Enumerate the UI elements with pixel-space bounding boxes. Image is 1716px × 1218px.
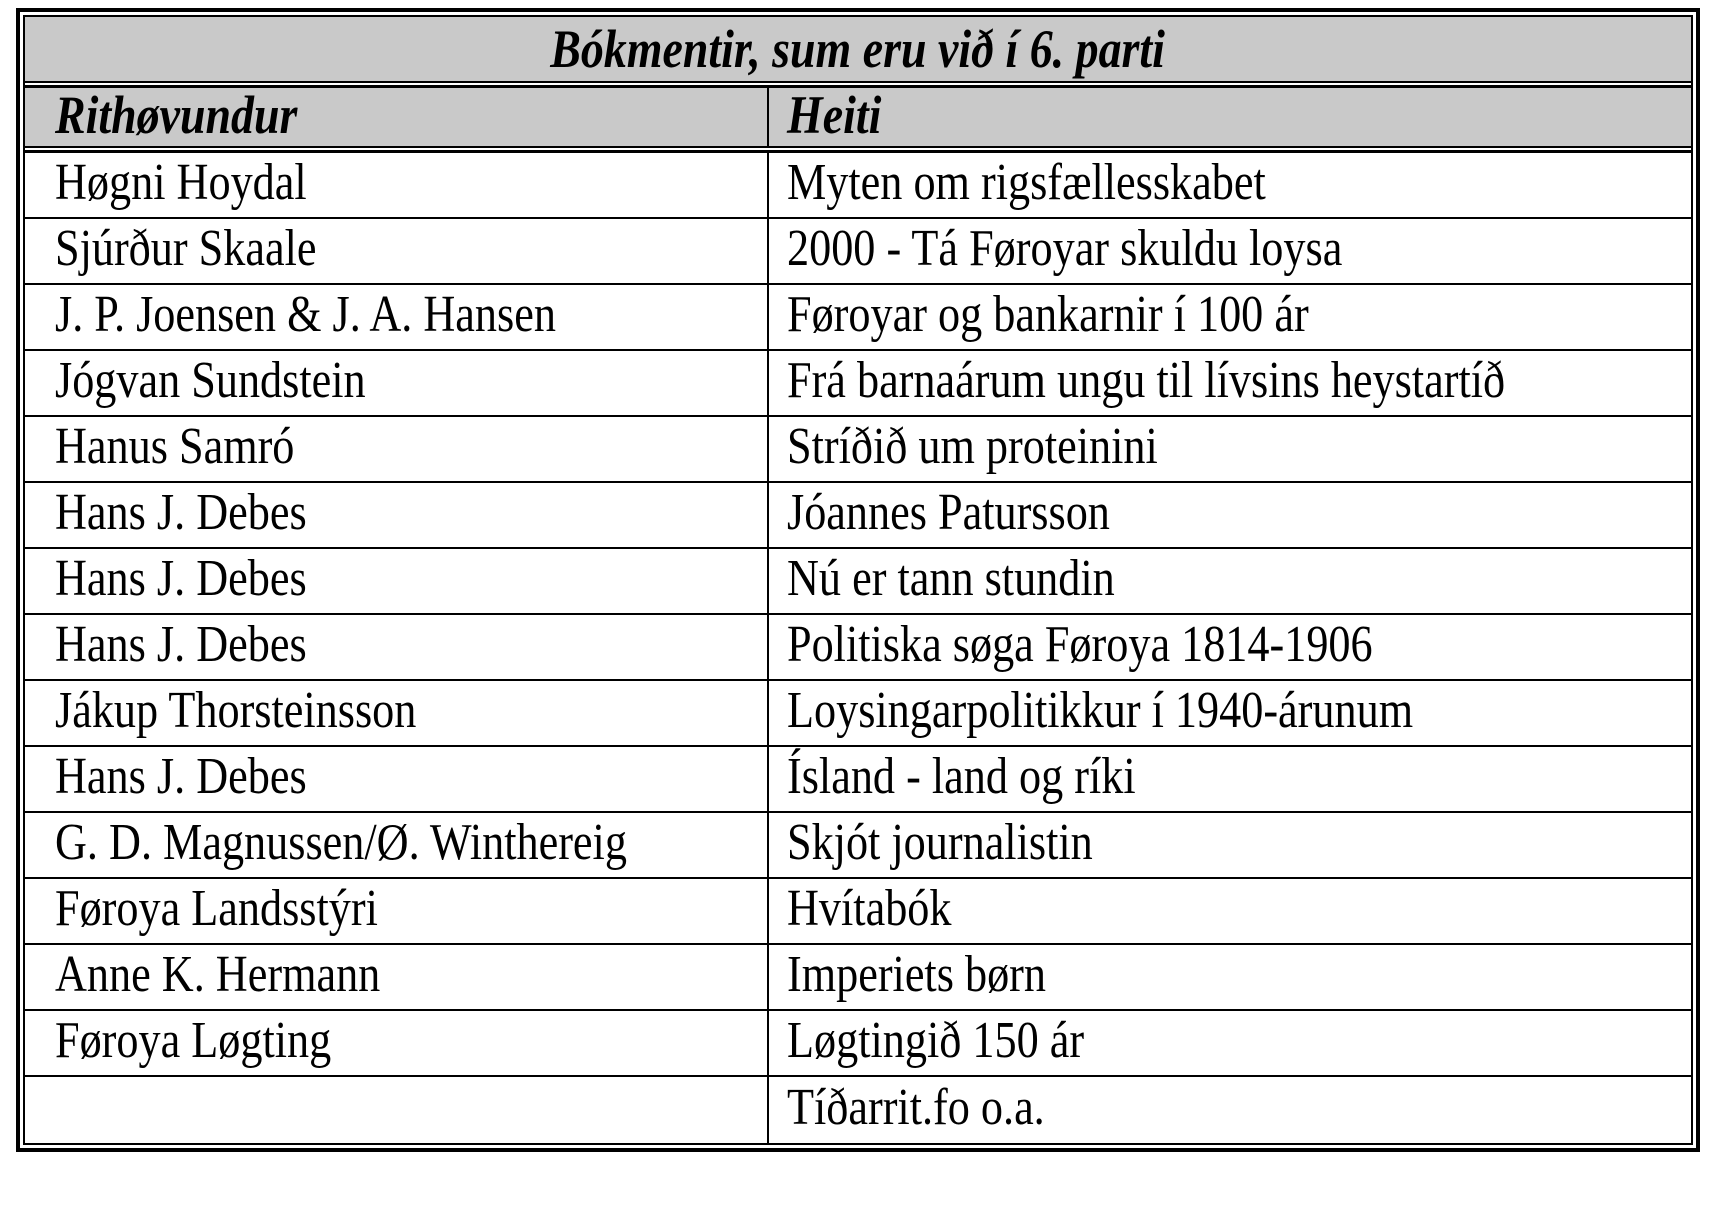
author-cell: Føroya Løgting <box>55 1012 332 1069</box>
column-header-title <box>769 88 1691 146</box>
author-cell-wrap <box>25 813 769 877</box>
title-cell: Nú er tann stundin <box>787 550 1115 607</box>
author-cell: G. D. Magnussen/Ø. Winthereig <box>55 814 627 871</box>
table-row <box>25 945 1691 1011</box>
table-row <box>25 483 1691 549</box>
table-row <box>25 285 1691 351</box>
author-cell-wrap <box>25 285 769 349</box>
author-cell: Hans J. Debes <box>55 748 307 805</box>
author-cell-wrap <box>25 879 769 943</box>
author-cell: Jákup Thorsteinsson <box>55 682 417 739</box>
title-cell-wrap <box>769 549 1691 613</box>
author-cell-wrap <box>25 1011 769 1075</box>
table-row <box>25 879 1691 945</box>
author-cell-wrap <box>25 945 769 1009</box>
header-body-divider <box>25 146 1691 153</box>
table-title-row <box>25 17 1691 81</box>
table-row <box>25 747 1691 813</box>
title-cell-wrap <box>769 945 1691 1009</box>
title-cell-wrap <box>769 483 1691 547</box>
author-cell: Jógvan Sundstein <box>55 352 366 409</box>
author-cell: Hans J. Debes <box>55 550 307 607</box>
title-cell-wrap <box>769 681 1691 745</box>
title-cell: Frá barnaárum ungu til lívsins heystartíð <box>787 352 1506 409</box>
author-cell-wrap <box>25 219 769 283</box>
table-row <box>25 1011 1691 1077</box>
title-cell-wrap <box>769 153 1691 217</box>
title-cell: Myten om rigsfællesskabet <box>787 154 1266 211</box>
title-cell: Skjót journalistin <box>787 814 1093 871</box>
title-cell-wrap <box>769 1077 1691 1143</box>
title-cell: 2000 - Tá Føroyar skuldu loysa <box>787 220 1343 277</box>
title-cell: Loysingarpolitikkur í 1940-árunum <box>787 682 1414 739</box>
author-cell-wrap <box>25 615 769 679</box>
author-cell: Anne K. Hermann <box>55 946 381 1003</box>
table-row <box>25 615 1691 681</box>
author-cell-wrap <box>25 417 769 481</box>
author-cell: Høgni Hoydal <box>55 154 307 211</box>
title-cell-wrap <box>769 1011 1691 1075</box>
title-cell: Stríðið um proteinini <box>787 418 1158 475</box>
table-body <box>25 153 1691 1143</box>
author-cell: Hans J. Debes <box>55 484 307 541</box>
author-cell: Sjúrður Skaale <box>55 220 317 277</box>
title-cell-wrap <box>769 219 1691 283</box>
title-cell: Politiska søga Føroya 1814-1906 <box>787 616 1373 673</box>
table-row <box>25 153 1691 219</box>
title-cell-wrap <box>769 351 1691 415</box>
books-table <box>16 8 1700 1152</box>
title-cell-wrap <box>769 813 1691 877</box>
title-cell: Imperiets børn <box>787 946 1046 1003</box>
title-cell-wrap <box>769 747 1691 811</box>
author-cell-wrap <box>25 153 769 217</box>
author-cell-wrap <box>25 483 769 547</box>
author-cell-wrap <box>25 747 769 811</box>
author-cell-wrap <box>25 681 769 745</box>
table-row <box>25 351 1691 417</box>
column-header-title-label: Heiti <box>787 88 882 145</box>
author-cell-wrap <box>25 1077 769 1143</box>
author-cell: J. P. Joensen & J. A. Hansen <box>55 286 556 343</box>
table-title: Bókmentir, sum eru við í 6. parti <box>550 19 1166 79</box>
title-cell-wrap <box>769 879 1691 943</box>
author-cell-wrap <box>25 549 769 613</box>
author-cell: Hans J. Debes <box>55 616 307 673</box>
title-cell: Tíðarrit.fo o.a. <box>787 1079 1045 1136</box>
title-cell: Jóannes Patursson <box>787 484 1110 541</box>
title-cell: Ísland - land og ríki <box>787 748 1136 805</box>
table-row <box>25 417 1691 483</box>
title-header-divider <box>25 81 1691 88</box>
table-row <box>25 549 1691 615</box>
books-table-frame <box>23 15 1693 1145</box>
table-row <box>25 681 1691 747</box>
column-header-author <box>25 88 769 146</box>
title-cell-wrap <box>769 615 1691 679</box>
table-row <box>25 813 1691 879</box>
author-cell-wrap <box>25 351 769 415</box>
author-cell: Hanus Samró <box>55 418 295 475</box>
column-header-author-label: Rithøvundur <box>55 88 298 145</box>
table-row <box>25 219 1691 285</box>
title-cell: Føroyar og bankarnir í 100 ár <box>787 286 1309 343</box>
table-row <box>25 1077 1691 1143</box>
title-cell: Hvítabók <box>787 880 952 937</box>
title-cell-wrap <box>769 417 1691 481</box>
title-cell-wrap <box>769 285 1691 349</box>
title-cell: Løgtingið 150 ár <box>787 1012 1085 1069</box>
table-header-row <box>25 88 1691 146</box>
author-cell: Føroya Landsstýri <box>55 880 378 937</box>
